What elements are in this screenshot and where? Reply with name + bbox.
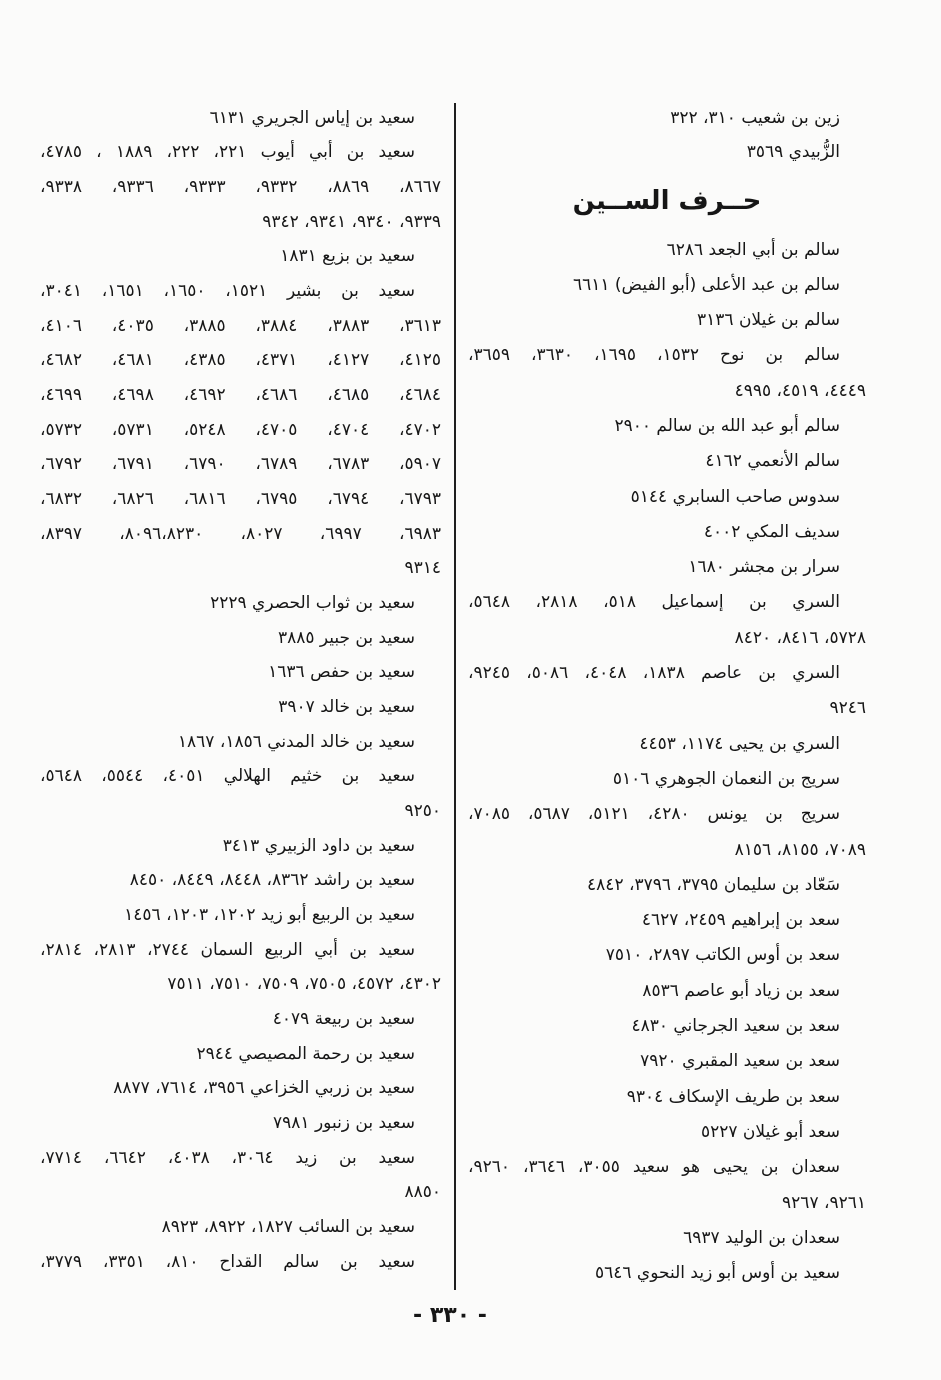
index-entry <box>468 1115 866 1150</box>
index-entry <box>40 759 441 828</box>
entry-line: سعد أبو غيلان ٥٢٢٧ <box>701 1121 840 1142</box>
index-entry <box>40 898 441 933</box>
entry-line: سريج بن يونس ٤٢٨٠، ٥١٢١، ٥٦٨٧، ٧٠٨٥، <box>468 804 841 825</box>
entry-line: سعد بن إبراهيم ٢٤٥٩، ٤٦٢٧ <box>641 910 840 931</box>
entry-line: السري بن يحيى ١١٧٤، ٤٤٥٣ <box>639 733 840 754</box>
continuation-line: ٤٦٨٤، ٤٦٨٥، ٤٦٨٦، ٤٦٩٢، ٤٦٩٨، ٤٦٩٩، <box>40 384 442 405</box>
continuation-line: ٧٠٨٩، ٨١٥٥، ٨١٥٦ <box>734 839 866 860</box>
index-entry <box>468 409 866 444</box>
index-entry <box>468 101 866 135</box>
entry-line: سعيد بن بشير ١٥٢١، ١٦٥٠، ١٦٥١، ٣٠٤١، <box>40 280 416 301</box>
entry-line: سعيد بن رحمة المصيصي ٢٩٤٤ <box>196 1043 415 1064</box>
entry-line: زين بن شعيب ٣١٠، ٣٢٢ <box>670 108 840 128</box>
index-entry <box>40 621 441 656</box>
index-entry <box>40 239 441 274</box>
index-entry <box>468 938 866 973</box>
entry-line: سعيد بن زربي الخزاعي ٣٩٥٦، ٧٦١٤، ٨٨٧٧ <box>113 1078 415 1099</box>
continuation-line: ٩٣١٤ <box>404 558 441 579</box>
index-entry <box>468 338 866 409</box>
entry-line: سعد بن طريف الإسكاف ٩٣٠٤ <box>626 1086 840 1107</box>
index-entry <box>40 863 441 898</box>
continuation-line: ٩٢٦١، ٩٢٦٧ <box>782 1192 866 1213</box>
index-entry <box>468 1256 866 1291</box>
index-entry <box>40 1210 441 1245</box>
index-entry <box>468 656 866 727</box>
index-entry <box>40 274 441 586</box>
entry-line: الزُّبيدي ٣٥٦٩ <box>746 142 840 162</box>
continuation-line: ٤١٢٥، ٤١٢٧، ٤٣٧١، ٤٣٨٥، ٤٦٨١، ٤٦٨٢، <box>40 350 442 371</box>
entry-line: سعيد بن زنبور ٧٩٨١ <box>273 1112 415 1133</box>
entry-line: سعيد بن خثيم الهلالي ٤٠٥١، ٥٥٤٤، ٥٦٤٨، <box>40 766 416 787</box>
entry-line: سعد بن سعيد المقبري ٧٩٢٠ <box>640 1051 840 1072</box>
index-entry <box>468 1221 866 1256</box>
index-entry <box>40 1037 441 1072</box>
index-entry <box>468 974 866 1009</box>
continuation-line: ٩٢٤٦ <box>829 698 866 719</box>
index-entry <box>468 550 866 585</box>
entry-line: سعد بن زياد أبو عاصم ٨٥٣٦ <box>642 980 840 1001</box>
entry-line: سريج بن النعمان الجوهري ٥١٠٦ <box>612 768 840 789</box>
continuation-line: ٤٤٤٩، ٤٥١٩، ٤٩٩٥ <box>734 380 866 401</box>
section-heading: حــرف الســين <box>572 186 762 216</box>
index-entry <box>40 586 441 621</box>
entry-line: سعد بن سعيد الجرجاني ٤٨٣٠ <box>631 1016 840 1037</box>
entry-line: سعيد بن حفص ١٦٣٦ <box>268 662 415 683</box>
index-entry <box>468 1044 866 1079</box>
entry-line: السري بن إسماعيل ٥١٨، ٢٨١٨، ٥٦٤٨، <box>468 592 841 613</box>
entry-line: سعيد بن زيد ٣٠٦٤، ٤٠٣٨، ٦٦٤٢، ٧٧١٤، <box>40 1147 416 1168</box>
entry-line: سالم بن عبد الأعلى (أبو الفيض) ٦٦١١ <box>572 274 840 295</box>
entry-line: سعيد بن أبي الربيع السمان ٢٧٤٤، ٢٨١٣، ٢٨١٤، <box>40 939 415 960</box>
entry-line: سعيد بن خالد المدني ١٨٥٦، ١٨٦٧ <box>177 731 415 752</box>
index-entry <box>40 690 441 725</box>
index-entry <box>40 1141 441 1210</box>
entry-line: سالم الأنعمي ٤١٦٢ <box>705 451 840 472</box>
continuation-line: ٥٩٠٧، ٦٧٨٣، ٦٧٨٩، ٦٧٩٠، ٦٧٩١، ٦٧٩٢، <box>40 454 442 475</box>
index-entry <box>40 725 441 760</box>
index-entry <box>468 903 866 938</box>
continuation-line: ٨٦٦٧، ٨٨٦٩، ٩٣٣٢، ٩٣٣٣، ٩٣٣٦، ٩٣٣٨، <box>40 176 442 197</box>
entry-line: سعيد بن بزيع ١٨٣١ <box>280 246 415 267</box>
entry-line: سالم بن غيلان ٣١٣٦ <box>697 310 840 331</box>
index-entry <box>40 1071 441 1106</box>
index-entry <box>468 480 866 515</box>
index-entry <box>468 1150 866 1221</box>
entry-line: سعيد بن أبي أيوب ٢٢١، ٢٢٢، ١٨٨٩ ، ٤٧٨٥، <box>40 142 416 163</box>
entry-line: السري بن عاصم ١٨٣٨، ٤٠٤٨، ٥٠٨٦، ٩٢٤٥، <box>468 663 841 684</box>
right-column <box>468 233 866 1292</box>
continuation-line: ٤٣٠٢، ٤٥٧٢، ٧٥٠٥، ٧٥٠٩، ٧٥١٠، ٧٥١١ <box>167 974 441 995</box>
index-entry <box>468 515 866 550</box>
entry-line: سعيد بن جبير ٣٨٨٥ <box>277 627 415 648</box>
index-entry <box>40 933 441 1002</box>
continuation-line: ٤٧٠٢، ٤٧٠٤، ٤٧٠٥، ٥٢٤٨، ٥٧٣١، ٥٧٣٢، <box>40 419 442 440</box>
entry-line: سعيد بن سالم القداح ٨١٠، ٣٣٥١، ٣٧٧٩، <box>40 1251 416 1272</box>
continuation-line: ٦٧٩٣، ٦٧٩٤، ٦٧٩٥، ٦٨١٦، ٦٨٢٦، ٦٨٣٢، <box>40 488 442 509</box>
index-entry <box>468 135 866 169</box>
index-entry <box>468 268 866 303</box>
page-number: - ٣٣٠ - <box>413 1303 487 1328</box>
continuation-line: ٩٢٥٠ <box>404 800 441 821</box>
entry-line: سعيد بن ثواب الحصري ٢٢٢٩ <box>210 592 415 613</box>
entry-line: سعيد بن داود الزبيري ٣٤١٣ <box>222 835 415 856</box>
continuation-line: ٣٦١٣، ٣٨٨٣، ٣٨٨٤، ٣٨٨٥، ٤٠٣٥، ٤١٠٦، <box>40 315 442 336</box>
index-entry <box>40 1106 441 1141</box>
index-entry <box>468 444 866 479</box>
index-entry <box>468 303 866 338</box>
index-entry <box>468 762 866 797</box>
entry-line: سدوس صاحب السابري ٥١٤٤ <box>630 486 840 507</box>
index-entry <box>468 1009 866 1044</box>
column-divider <box>454 103 456 1290</box>
entry-line: سعيد بن الربيع أبو زيد ١٢٠٢، ١٢٠٣، ١٤٥٦ <box>124 904 415 925</box>
index-entry <box>40 1002 441 1037</box>
entry-line: سالم أبو عبد الله بن سالم ٢٩٠٠ <box>614 415 840 436</box>
index-entry <box>40 655 441 690</box>
right-column-top <box>468 101 866 169</box>
entry-line: سعيد بن السائب ١٨٢٧، ٨٩٢٢، ٨٩٢٣ <box>161 1217 415 1237</box>
entry-line: سالم بن نوح ١٥٣٢، ١٦٩٥، ٣٦٣٠، ٣٦٥٩، <box>468 345 841 366</box>
entry-line: سالم بن أبي الجعد ٦٢٨٦ <box>666 239 840 260</box>
entry-line: سعيد بن إياس الجريري ٦١٣١ <box>209 107 415 128</box>
entry-line: سَعّاد بن سليمان ٣٧٩٥، ٣٧٩٦، ٤٨٤٢ <box>587 874 840 895</box>
continuation-line: ٨٨٥٠ <box>404 1182 441 1203</box>
entry-line: سعد بن أوس الكاتب ٢٨٩٧، ٧٥١٠ <box>605 945 840 966</box>
entry-line: سعدان بن يحيى هو سعيد ٣٠٥٥، ٣٦٤٦، ٩٢٦٠، <box>468 1157 840 1178</box>
index-entry <box>40 101 441 136</box>
index-entry <box>40 1245 441 1280</box>
index-entry <box>468 727 866 762</box>
continuation-line: ٦٩٨٣، ٦٩٩٧، ٨٠٢٧، ٨٠٩٦،٨٢٣٠، ٨٣٩٧، <box>40 523 442 544</box>
index-entry <box>468 797 866 868</box>
entry-line: سعيد بن ربيعة ٤٠٧٩ <box>272 1008 415 1029</box>
entry-line: سعيد بن أوس أبو زيد النحوي ٥٦٤٦ <box>594 1263 840 1284</box>
index-entry <box>40 829 441 864</box>
left-column <box>40 101 441 1280</box>
entry-line: سعيد بن راشد ٨٣٦٢، ٨٤٤٨، ٨٤٤٩، ٨٤٥٠ <box>129 870 415 891</box>
entry-line: سعدان بن الوليد ٦٩٣٧ <box>683 1227 840 1248</box>
index-entry <box>40 135 441 239</box>
continuation-line: ٩٣٣٩، ٩٣٤٠، ٩٣٤١، ٩٣٤٢ <box>262 211 441 232</box>
index-entry <box>468 1080 866 1115</box>
continuation-line: ٥٧٢٨، ٨٤١٦، ٨٤٢٠ <box>734 627 866 648</box>
entry-line: سرار بن مجشر ١٦٨٠ <box>688 557 840 578</box>
entry-line: سعيد بن خالد ٣٩٠٧ <box>278 696 415 717</box>
index-entry <box>468 868 866 903</box>
entry-line: سديف المكي ٤٠٠٢ <box>703 521 840 542</box>
index-entry <box>468 585 866 656</box>
index-entry <box>468 233 866 268</box>
